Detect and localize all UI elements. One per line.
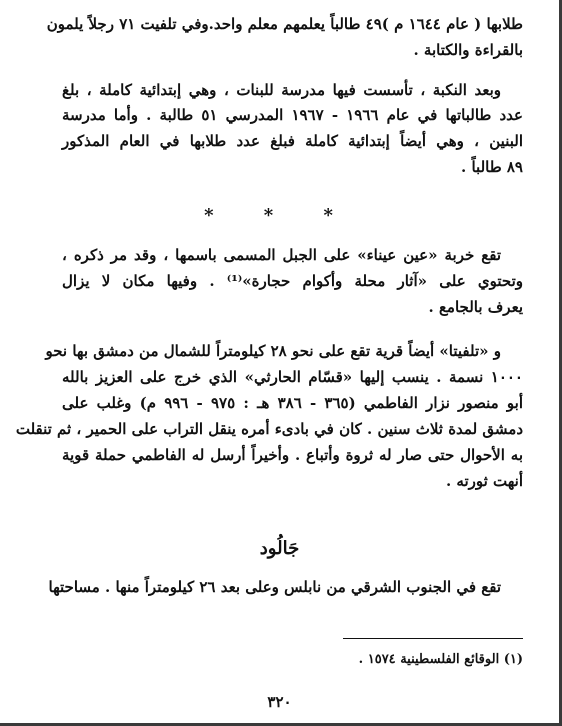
text-line: دمشق لمدة ثلاث سنين . كان في بادىء أمره ينقل التراب على الحمير ، ثم تنقلت: [15, 420, 523, 438]
text-line: وبعد النكبة ، تأسست فيها مدرسة للبنات ، وهي إبتدائية كاملة ، بلغ: [62, 81, 501, 99]
text-line: ٨٩ طالباً .: [461, 158, 523, 176]
text-line: تقع خربة «عين عيناء» على الجبل المسمى باسمها ، وقد مر ذكره ،: [62, 246, 501, 264]
text-line: و «تلفيتا» أيضاً قرية تقع على نحو ٢٨ كيلومتراً للشمال من دمشق بها نحو: [45, 342, 501, 360]
page-number: ٣٢٠: [267, 693, 292, 711]
text-line: طلابها ( عام ١٦٤٤ م )٤٩ طالباً يعلمهم معلم واحد.وفي تلفيت ٧١ رجلاً يلمون: [46, 15, 523, 33]
text-line: أنهت ثورته .: [445, 472, 523, 490]
footnote-rule: [343, 638, 523, 639]
text-line: وتحتوي على «آثار محلة وأكوام حجارة»⁽¹⁾ . وفيها مكان لا يزال: [62, 272, 523, 290]
text-line: البنين ، وهي أيضاً إبتدائية كاملة فبلغ عدد طلابها في العام المذكور: [62, 132, 523, 150]
text-line: به الأحوال حتى صار له ثروة وأتباع . وأخيراً أرسل له الفاطمي حملة قوية: [62, 446, 523, 464]
footnote: (١) الوقائع الفلسطينية ١٥٧٤ .: [358, 652, 523, 667]
section-separator: * * *: [204, 205, 355, 226]
section-heading: جَالُود: [259, 538, 300, 559]
text-line: عدد طالباتها في عام ١٩٦٦ - ١٩٦٧ المدرسي ٥١ طالبة . وأما مدرسة: [62, 106, 523, 124]
text-line: ١٠٠٠ نسمة . ينسب إليها «قسّام الحارثي» الذي خرج على العزيز بالله: [62, 368, 523, 386]
text-line: يعرف بالجامع .: [428, 298, 523, 316]
text-line: أبو منصور نزار الفاطمي (٣٦٥ - ٣٨٦ هـ : ٩٧٥ - ٩٩٦ م) وغلب على: [62, 394, 523, 412]
text-line: بالقراءة والكتابة .: [413, 41, 523, 59]
text-line: تقع في الجنوب الشرقي من نابلس وعلى بعد ٢٦ كيلومتراً منها . مساحتها: [48, 578, 501, 596]
